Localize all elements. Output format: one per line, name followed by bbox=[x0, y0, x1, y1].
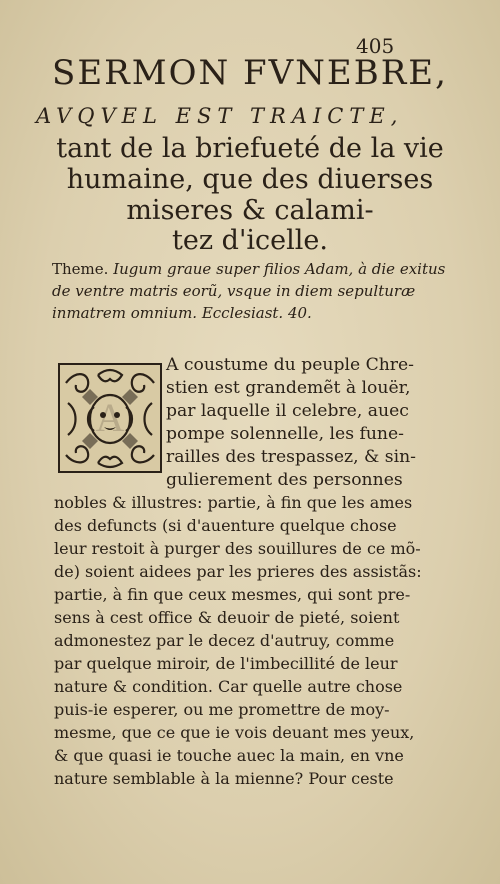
title-line-4: humaine, que des diuerses bbox=[66, 164, 434, 195]
theme-label: Theme. bbox=[52, 260, 109, 278]
body-line-15: nature & condition. Car quelle autre chose bbox=[54, 677, 403, 696]
body-line-4: pompe solennelle, les fune- bbox=[166, 424, 404, 444]
body-line-19: nature semblable à la mienne? Pour ceste bbox=[54, 769, 394, 788]
theme-epigraph bbox=[52, 258, 457, 324]
body-line-2: stien est grandemẽt à louër, bbox=[166, 378, 411, 398]
decorated-initial bbox=[58, 363, 162, 473]
body-line-16: puis-ie esperer, ou me promettre de moy- bbox=[54, 700, 390, 719]
theme-text: Iugum graue super filios Adam, à die exitus de ventre matris eorũ, vsque in diem sepulturæ inmatrem omnium. Ecclesiast. 40. bbox=[52, 260, 446, 322]
body-line-7: nobles & illustres: partie, à fin que les ames bbox=[54, 493, 413, 512]
title-line-3: tant de la briefueté de la vie bbox=[56, 133, 444, 164]
ornament-initial-icon bbox=[58, 363, 162, 473]
body-line-14: par quelque miroir, de l'imbecillité de leur bbox=[54, 654, 398, 673]
body-line-1: A coustume du peuple Chre- bbox=[166, 355, 414, 375]
title-line-6: tez d'icelle. bbox=[172, 225, 328, 256]
body-line-5: railles des trespassez, & sin- bbox=[166, 447, 416, 467]
body-line-13: admonestez par le decez d'autruy, comme bbox=[54, 631, 395, 650]
body-line-10: de) soient aidees par les prieres des assistãs: bbox=[54, 562, 422, 581]
title-line-1: SERMON FVNEBRE, bbox=[52, 53, 448, 93]
body-line-17: mesme, que ce que ie vois deuant mes yeux, bbox=[54, 723, 415, 742]
title-line-5: miseres & calami- bbox=[126, 195, 374, 226]
title-line-2: AVQVEL EST TRAICTE, bbox=[36, 104, 404, 128]
drop-cap-letter: A bbox=[95, 395, 125, 440]
body-line-18: & que quasi ie touche auec la main, en vne bbox=[54, 746, 404, 765]
body-line-9: leur restoit à purger des souillures de ce mõ- bbox=[54, 539, 421, 558]
body-line-8: des defuncts (si d'auenture quelque chose bbox=[54, 516, 397, 535]
body-line-12: sens à cest office & deuoir de pieté, soient bbox=[54, 608, 400, 627]
body-line-6: gulierement des personnes bbox=[166, 470, 403, 490]
body-line-3: par laquelle il celebre, auec bbox=[166, 401, 409, 421]
page-number: 405 bbox=[356, 34, 395, 58]
body-line-11: partie, à fin que ceux mesmes, qui sont pre- bbox=[54, 585, 411, 604]
